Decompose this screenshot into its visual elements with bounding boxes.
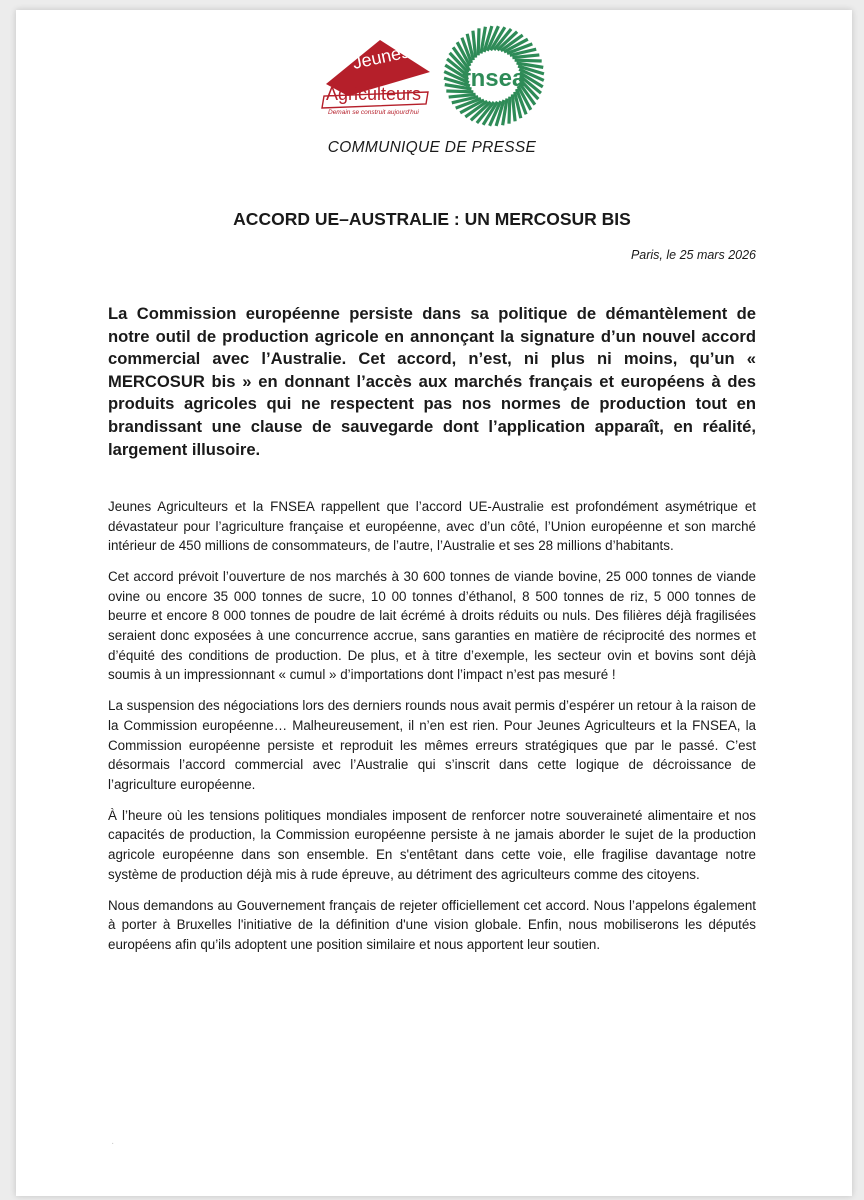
body-paragraph-2: Cet accord prévoit l’ouverture de nos marchés à 30 600 tonnes de viande bovine, 25 000 tonnes de viande ovine ou encore 35 000 tonnes de sucre, 10 00 tonnes d’éthanol, 8 500 tonnes de riz, 5 000 tonnes de beurre et encore 8 000 tonnes de poudre de lait écrémé à droits réduits ou nuls. Des filières déjà fragilisées seraient donc exposées à une concurrence accrue, sans garanties en matière de réciprocité des normes et d’équité des conditions de production. De plus, et à titre d’exemple, les secteur ovin et bovins sont déjà soumis à un impressionnant « cumul » d’importations dont l’impact n’est pas mesuré ! [108,569,756,683]
fnsea-ray [515,60,542,61]
lead-paragraph: La Commission européenne persiste dans sa politique de démantèlement de notre outil de production agricole en annonçant la signature d’un nouvel accord commercial avec l’Australie. Cet accord, n’est, ni plus ni moins, qu’un « MERCOSUR bis » en donnant l’accès aux marchés français et européens à des produits agricoles qui ne respectent pas nos normes de production tout en brandissant une clause de sauvegarde dont l’application apparaît, en réalité, largement illusoire. [108,304,756,459]
ja-logo-tagline: Demain se construit aujourd'hui [328,109,419,116]
body-paragraph-4: À l’heure où les tensions politiques mondiales imposent de renforcer notre souveraineté alimentaire et nos capacités de production, la Commission européenne persiste à ne jamais aborder le sujet de la production agricole européenne dans son ensemble. En s'entêtant dans cette voie, elle fragilise davantage notre système de production déjà mis à rude épreuve, au détriment des agriculteurs comme des citoyens. [108,807,756,882]
press-release-label: COMMUNIQUE DE PRESSE [327,139,537,156]
body-paragraph-1: Jeunes Agriculteurs et la FNSEA rappellent que l’accord UE-Australie est profondément asymétrique et dévastateur pour l’agriculture française et européenne, avec d’un côté, l’Union européenne et son marché intérieur de 450 millions de consommateurs, de l’autre, l’Australie et ses 28 millions d’habitants. [108,499,756,554]
fnsea-ray [509,97,510,124]
ja-logo-line1: Jeunes [350,41,412,73]
body-text [108,497,756,966]
page-title: ACCORD UE–AUSTRALIE : UN MERCOSUR BIS [233,209,631,229]
ja-logo-line2: Agriculteurs [326,84,422,104]
body-paragraph-3: La suspension des négociations lors des derniers rounds nous avait permis d’espérer un retour à la raison de la Commission européenne… Malheureusement, il n’en est rien. Pour Jeunes Agriculteurs et la FNSEA, la Commission européenne persiste et reproduit les mêmes erreurs stratégiques que par le passé. C’est désormais l’accord commercial avec l’Australie qui s’inscrit dans cette logique de décroissance de l’agriculture européenne. [108,698,756,792]
jeunes-agriculteurs-logo [318,22,436,122]
header-logos [318,22,558,132]
fnsea-logo [442,24,546,128]
fnsea-ray [478,28,479,55]
fnsea-logo-text: fnsea [462,65,526,92]
body-paragraph-5: Nous demandons au Gouvernement français de rejeter officiellement cet accord. Nous l’appelons également à porter à Bruxelles l'initiative de la définition d'une vision globale. Enfin, nous mobiliserons les députés européens afin qu’ils adoptent une position similaire et nous apportent leur soutien. [108,897,756,952]
page-mark: · [111,1138,115,1149]
dateline: Paris, le 25 mars 2026 [630,248,756,262]
